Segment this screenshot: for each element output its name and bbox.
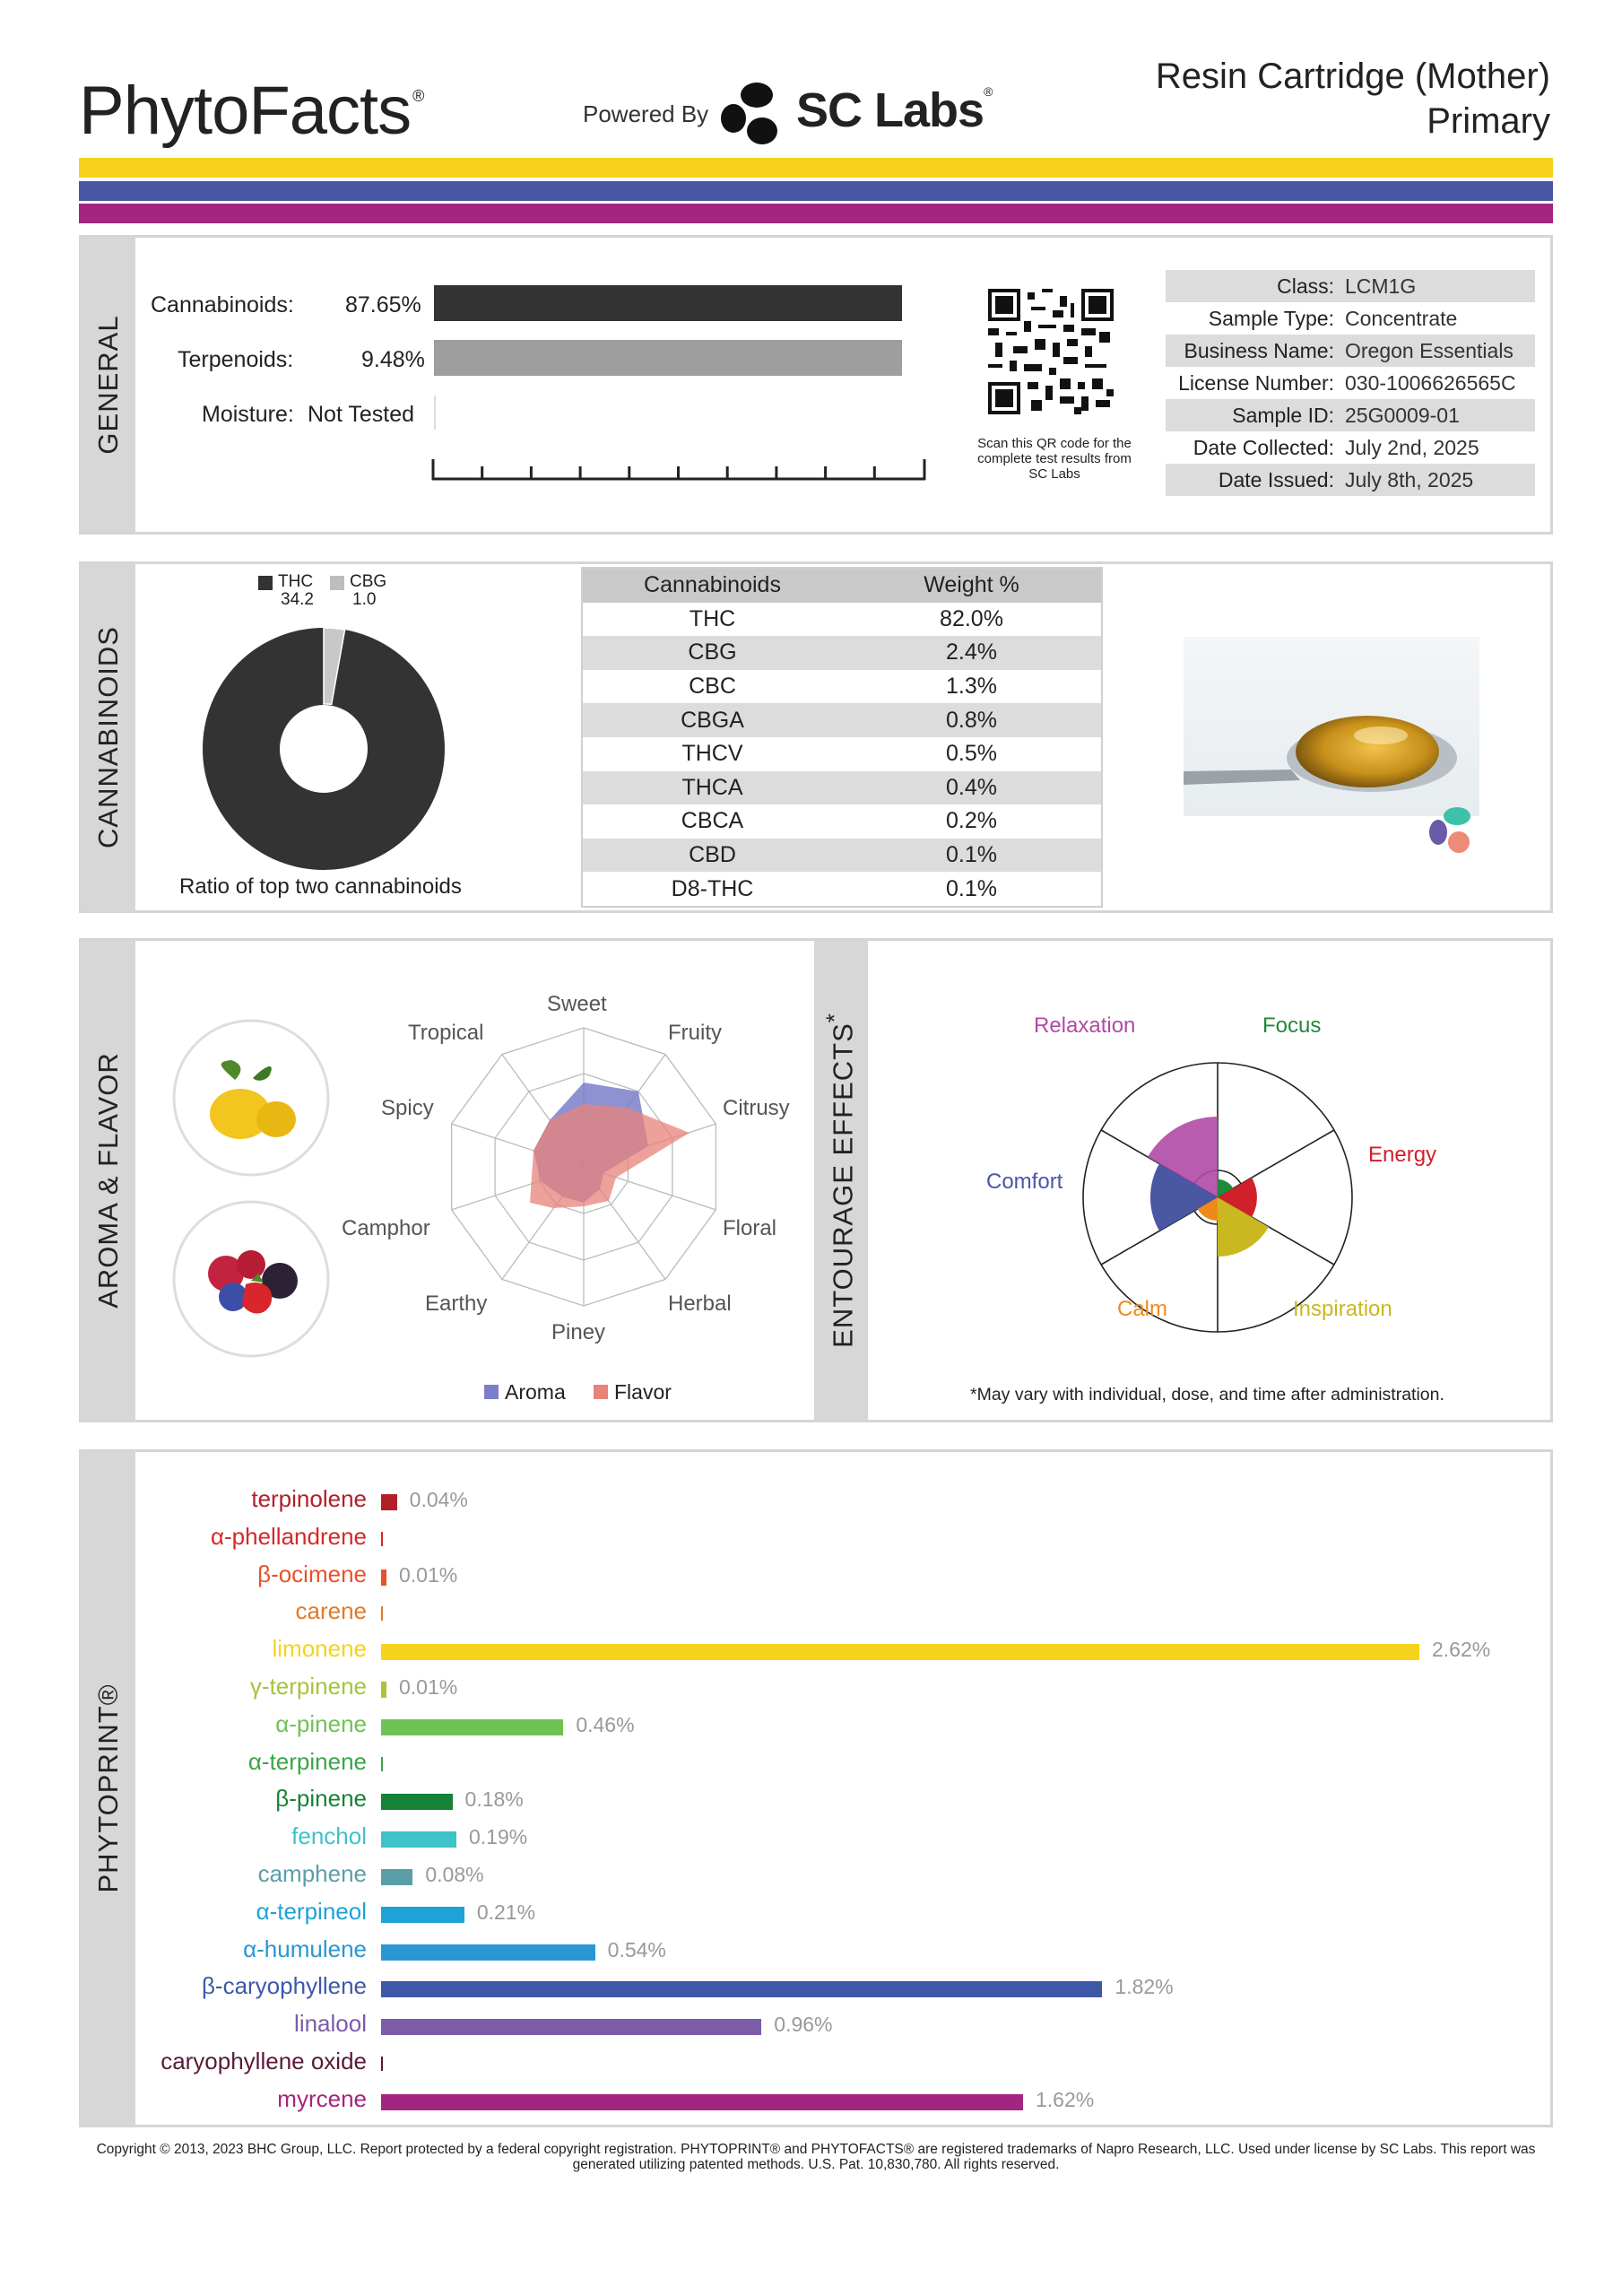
thc-legend-label: THC [278,572,314,591]
lemon-icon [170,1017,332,1178]
aroma-flavor-label: AROMA & FLAVOR [92,1052,124,1309]
terpene-label: myrcene [277,2084,367,2112]
powered-by-label: Powered By [583,100,709,127]
terpene-label: limonene [272,1635,367,1663]
info-row-business-name: Business Name: Oregon Essentials [1166,335,1535,367]
thc-legend-swatch [258,576,273,590]
radar-label-sweet: Sweet [547,992,607,1016]
info-row-license-number: License Number: 030-1006626565C [1178,371,1516,395]
general-label: GENERAL [92,315,124,455]
cannabinoids-value: 87.65% [345,292,421,317]
terpenoids-bar [434,340,902,376]
moisture-value: Not Tested [308,402,415,427]
phytoprint-label: PHYTOPRINT® [92,1683,124,1893]
general-sidebar [82,238,135,532]
qr-code-icon[interactable] [988,289,1114,414]
terpene-value: 1.62% [1036,2087,1095,2111]
phytofacts-logo: PhytoFacts ® [79,73,424,149]
berries-icon [170,1198,332,1360]
table-row: THCA 0.4% [583,771,1101,805]
stripe-yellow [79,158,1553,178]
effect-label-relaxation: Relaxation [1034,1013,1136,1038]
cbg-legend-ratio: 1.0 [352,590,377,609]
info-row-sample-id: Sample ID: 25G0009-01 [1166,399,1535,431]
terpene-value: 1.82% [1115,1975,1174,1999]
sc-labs-wordmark: SC Labs® [796,83,993,137]
effect-label-inspiration: Inspiration [1293,1297,1392,1321]
terpene-value: 0.46% [576,1712,635,1736]
table-header [583,569,1101,603]
info-row-sample-type: Sample Type: Concentrate [1208,307,1458,330]
terpene-value: 0.08% [425,1863,484,1886]
product-title [1156,54,1550,144]
terpene-value: 0.18% [464,1787,524,1812]
cannabinoids-label: Cannabinoids: [151,292,294,317]
cannabinoids-sidebar [82,564,135,910]
table-row: CBG 2.4% [583,636,1101,670]
info-row-date-collected: Date Collected: July 2nd, 2025 [1193,436,1479,459]
terpene-value: 2.62% [1432,1638,1491,1662]
radar-label-piney: Piney [551,1320,606,1344]
column-header-cannabinoid: Cannabinoids [644,572,781,598]
column-header-weight: Weight % [924,572,1019,598]
info-row-date-issued: Date Issued: July 8th, 2025 [1166,464,1535,496]
pie-caption: Ratio of top two cannabinoids [179,874,462,899]
terpene-label: β-caryophyllene [201,1972,367,2000]
radar-label-camphor: Camphor [342,1216,430,1240]
terpene-value: 0.96% [774,2013,833,2037]
aroma-legend-label: Aroma [505,1380,566,1404]
phytoprint-section [79,1449,1553,2127]
radar-label-herbal: Herbal [668,1292,732,1316]
terpenoids-value: 9.48% [361,347,425,372]
terpene-label: terpinolene [251,1485,367,1512]
terpene-label: caryophyllene oxide [160,2048,367,2074]
table-row: THCV 0.5% [681,741,997,767]
cannabinoids-label: CANNABINOIDS [92,626,124,848]
terpene-label: β-pinene [275,1785,367,1813]
info-row-class: Class: LCM1G [1166,270,1535,302]
table-row: CBC 1.3% [689,674,997,700]
terpene-label: camphene [257,1860,367,1887]
terpene-label: fenchol [291,1822,367,1850]
terpene-label: α-terpineol [256,1897,367,1925]
cbg-legend-swatch [330,576,344,590]
table-row: CBCA 0.2% [681,808,997,834]
moisture-bar [434,396,436,430]
radar-label-spicy: Spicy [381,1096,434,1120]
table-row: D8-THC 0.1% [671,875,997,901]
general-scale-axis [430,456,929,483]
sc-labs-logo-icon [717,79,789,155]
phytoprint-sidebar [82,1452,135,2125]
terpene-label: carene [295,1597,367,1625]
radar-label-fruity: Fruity [668,1021,722,1045]
effect-label-focus: Focus [1262,1013,1322,1038]
table-row: THC 82.0% [689,605,1003,631]
radar-label-earthy: Earthy [425,1292,488,1316]
terpene-value: 0.21% [476,1900,536,1924]
qr-caption: Scan this QR code for the complete test results from SC Labs [977,436,1132,482]
aroma-legend-swatch [484,1385,499,1399]
terpene-value: 0.54% [607,1937,666,1961]
aroma-flavor-radar [436,1019,732,1315]
flavor-legend-label: Flavor [614,1380,672,1404]
copyright-footer: Copyright © 2013, 2023 BHC Group, LLC. Report protected by a federal copyright registration. PHYTOPRINT® and PHYTOFACTS® are registered trademarks of Napro Research, LLC. Used under license by SC Labs. This report was generated utilizing patented methods. U.S. Pat. 10,830,780. All rights reserved. [96,2142,1536,2172]
radar-label-floral: Floral [723,1216,777,1240]
entourage-sidebar [814,941,868,1420]
product-tier: Primary [1427,101,1550,141]
terpene-label: γ-terpinene [249,1673,367,1700]
cbg-legend-label: CBG [350,572,387,591]
entourage-note: *May vary with individual, dose, and time after administration. [970,1385,1444,1405]
entourage-effects-chart [1079,1058,1357,1336]
table-row: CBD 0.1% [583,839,1101,873]
terpene-value: 0.01% [399,1562,458,1587]
radar-label-citrusy: Citrusy [723,1096,790,1120]
effect-label-comfort: Comfort [986,1170,1063,1194]
product-name: Resin Cartridge (Mother) [1155,57,1550,96]
cannabinoid-ratio-donut [203,628,445,870]
aroma-sidebar [82,941,135,1420]
radar-label-tropical: Tropical [408,1021,484,1045]
sc-labs-mark-icon [1426,804,1476,859]
terpene-label: α-pinene [275,1709,367,1737]
moisture-label: Moisture: [202,402,294,427]
terpene-label: α-terpinene [247,1747,367,1775]
effect-label-energy: Energy [1368,1143,1437,1167]
terpene-label: linalool [294,2010,367,2038]
entourage-label: ENTOURAGE EFFECTS* [822,1013,859,1348]
terpene-value: 0.01% [399,1675,458,1699]
flavor-series [530,1104,690,1208]
table-row: CBGA 0.8% [583,703,1101,737]
terpene-label: β-ocimene [257,1560,367,1587]
stripe-purple [79,204,1553,223]
cannabinoids-bar [434,285,902,321]
flavor-legend-swatch [594,1385,608,1399]
terpene-value: 0.19% [468,1825,528,1849]
stripe-blue [79,181,1553,201]
terpenoids-label: Terpenoids: [178,347,294,372]
terpene-label: α-phellandrene [210,1522,367,1550]
cannabinoid-table [581,567,1103,908]
effect-label-calm: Calm [1117,1297,1168,1321]
terpene-value: 0.04% [409,1488,468,1511]
product-photo [1184,637,1479,816]
thc-legend-ratio: 34.2 [281,590,314,609]
terpene-label: α-humulene [243,1935,367,1962]
